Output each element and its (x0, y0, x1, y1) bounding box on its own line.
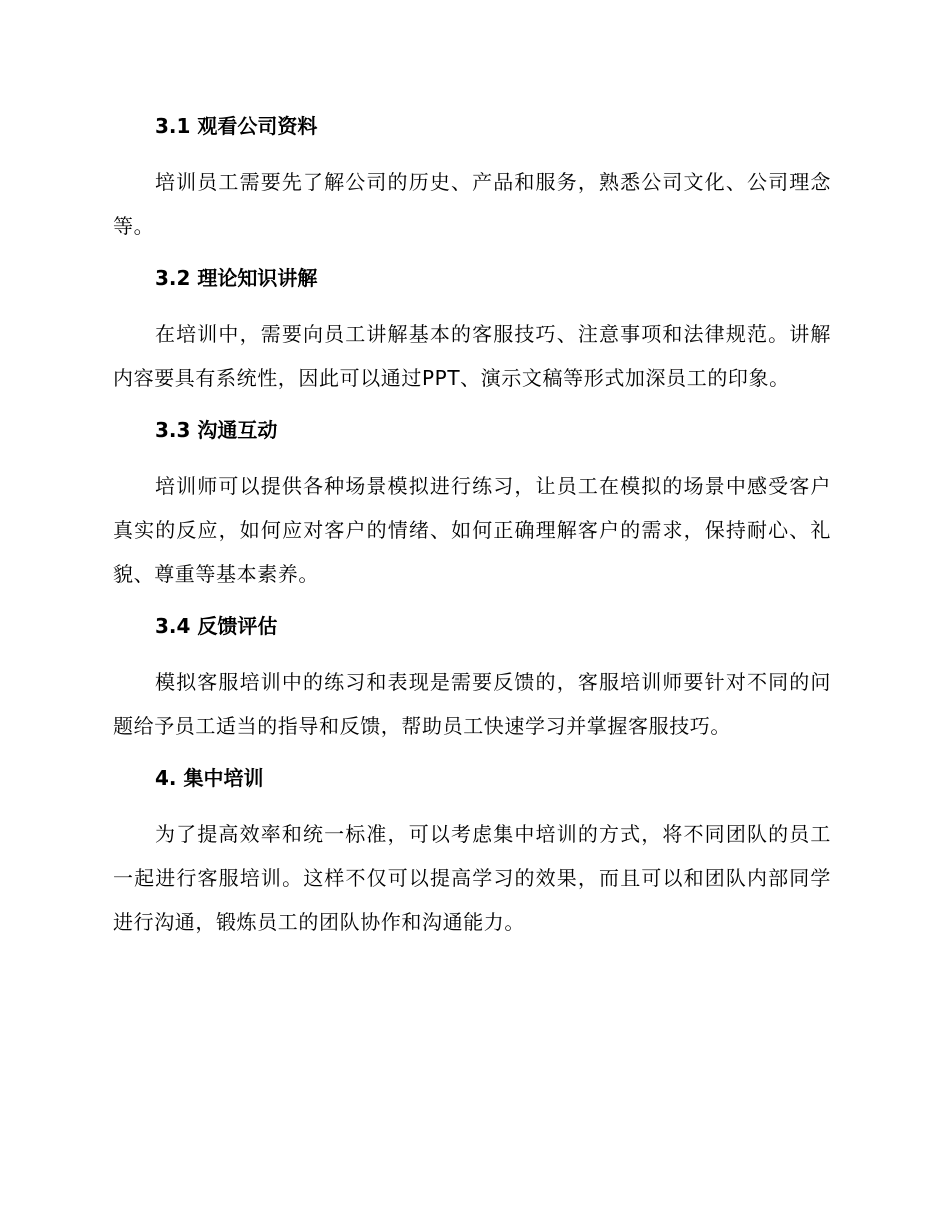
section-paragraph-3-3: 培训师可以提供各种场景模拟进行练习，让员工在模拟的场景中感受客户真实的反应，如何应对客户的情绪、如何正确理解客户的需求，保持耐心、礼貌、尊重等基本素养。 (113, 474, 831, 586)
section-heading-4: 4. 集中培训 (155, 766, 264, 790)
section-heading-3-3: 3.3 沟通互动 (155, 418, 278, 442)
section-paragraph-3-2: 在培训中，需要向员工讲解基本的客服技巧、注意事项和法律规范。讲解内容要具有系统性，因此可以通过PPT、演示文稿等形式加深员工的印象。 (113, 322, 831, 390)
section-paragraph-3-4: 模拟客服培训中的练习和表现是需要反馈的，客服培训师要针对不同的问题给予员工适当的指导和反馈，帮助员工快速学习并掌握客服技巧。 (113, 670, 831, 738)
document-page (113, 110, 831, 958)
section-heading-3-4: 3.4 反馈评估 (155, 614, 278, 638)
section-heading-3-1: 3.1 观看公司资料 (155, 114, 318, 138)
section-paragraph-3-1: 培训员工需要先了解公司的历史、产品和服务，熟悉公司文化、公司理念等。 (113, 170, 831, 238)
section-paragraph-4: 为了提高效率和统一标准，可以考虑集中培训的方式，将不同团队的员工一起进行客服培训。这样不仅可以提高学习的效果，而且可以和团队内部同学进行沟通，锻炼员工的团队协作和沟通能力。 (113, 822, 831, 934)
section-heading-3-2: 3.2 理论知识讲解 (155, 266, 318, 290)
